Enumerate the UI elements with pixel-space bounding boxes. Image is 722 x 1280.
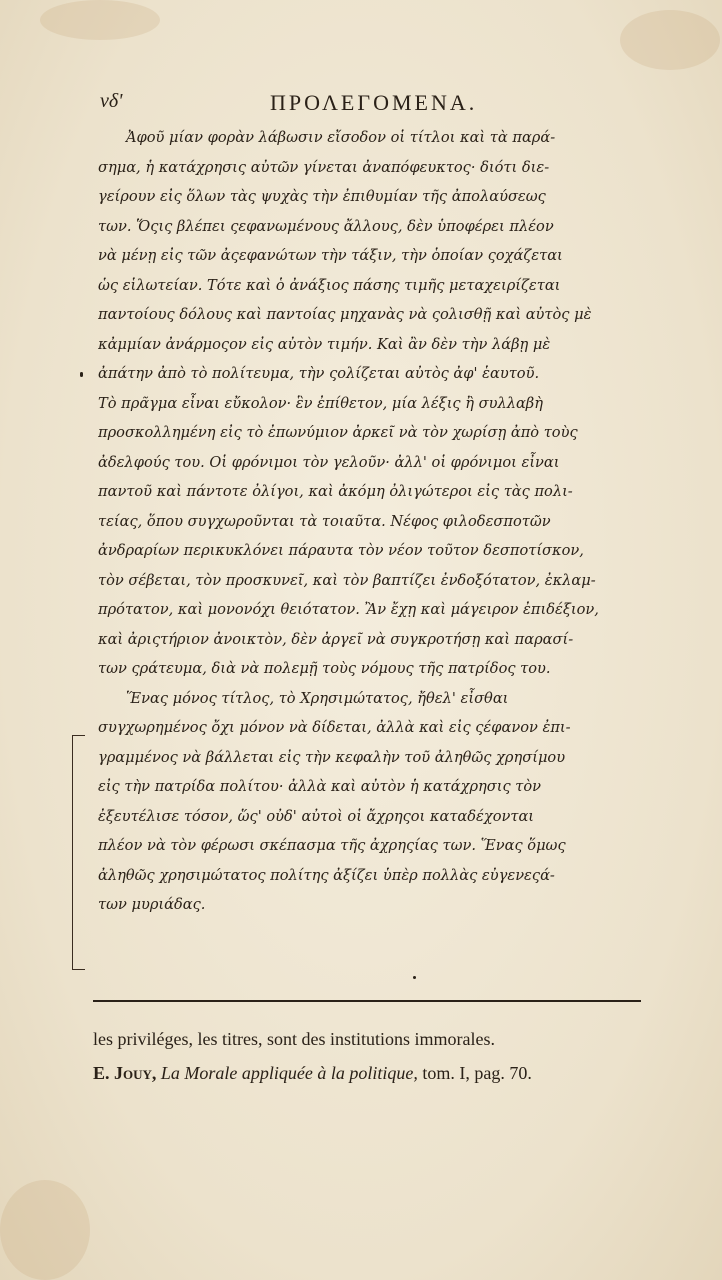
text-line: νὰ μένῃ εἰς τῶν ἀςεφανώτων τὴν τάξιν, τὴν ὁποίαν ςοχάζεται	[98, 247, 563, 264]
running-title: ΠΡΟΛΕΓΟΜΕΝΑ.	[270, 90, 478, 115]
text-line: παντοῦ καὶ πάντοτε ὀλίγοι, καὶ ἀκόμη ὀλιγώτεροι εἰς τὰς πολι-	[98, 483, 573, 500]
text-line: κἀμμίαν ἀνάρμοςον εἰς αὐτὸν τιμήν. Καὶ ἂν δὲν τὴν λάβῃ μὲ	[98, 335, 551, 353]
text-line: ὡς εἱλωτείαν. Τότε καὶ ὁ ἀνάξιος πάσης τιμῆς μεταχειρίζεται	[98, 276, 561, 294]
paper-stain	[40, 0, 160, 40]
text-line: γείρουν εἰς ὅλων τὰς ψυχὰς τὴν ἐπιθυμίαν τῆς ἀπολαύσεως	[98, 188, 546, 205]
text-line: συγχωρημένος ὄχι μόνον νὰ δίδεται, ἀλλὰ καὶ εἰς ςέφανον ἐπι-	[98, 719, 571, 736]
footnote-rule	[93, 1000, 641, 1002]
page-number: νδ'	[100, 90, 123, 112]
margin-bracket	[72, 735, 85, 970]
text-line: πρότατον, καὶ μονονόχι θειότατον. Ἂν ἔχῃ καὶ μάγειρον ἐπιδέξιον,	[98, 601, 599, 618]
text-line: εἰς τὴν πατρίδα πολίτου· ἀλλὰ καὶ αὐτὸν ἡ κατάχρησις τὸν	[98, 778, 542, 795]
text-line: ἐξευτέλισε τόσον, ὥς' οὐδ' αὐτοὶ οἱ ἄχρηςοι καταδέχονται	[98, 807, 535, 825]
text-line: των ςράτευμα, διὰ νὰ πολεμῇ τοὺς νόμους τῆς πατρίδος του.	[98, 660, 551, 677]
text-line: ἀληθῶς χρησιμώτατος πολίτης ἀξίζει ὑπὲρ πολλὰς εὐγενεςά-	[98, 866, 555, 884]
text-line: τὸν σέβεται, τὸν προσκυνεῖ, καὶ τὸν βαπτίζει ἐνδοξότατον, ἐκλαμ-	[98, 571, 596, 589]
text-line: Τὸ πρᾶγμα εἶναι εὔκολον· ἓν ἐπίθετον, μία λέξις ἢ συλλαβὴ	[98, 394, 543, 412]
text-line: των. Ὅςις βλέπει ςεφανωμένους ἄλλους, δὲν ὑποφέρει πλέον	[98, 217, 554, 235]
footnote-reference: tom. I, pag. 70.	[422, 1063, 532, 1083]
footnote-author: E. Jouy,	[93, 1063, 157, 1083]
text-line: ἀνδραρίων περικυκλόνει πάραυτα τὸν νέον τοῦτον δεσποτίσκον,	[98, 542, 584, 559]
page-header	[100, 90, 652, 120]
text-line: γραμμένος νὰ βάλλεται εἰς τὴν κεφαλὴν τοῦ ἀληθῶς χρησίμου	[98, 748, 566, 766]
margin-mark	[80, 372, 83, 377]
paper-stain	[0, 1180, 90, 1280]
footnote-citation	[93, 1056, 653, 1090]
text-line: προσκολλημένη εἰς τὸ ἐπωνύμιον ἀρκεῖ νὰ τὸν χωρίσῃ ἀπὸ τοὺς	[98, 424, 578, 441]
text-line: των μυριάδας.	[98, 896, 206, 913]
text-line: σημα, ἡ κατάχρησις αὐτῶν γίνεται ἀναπόφευκτος· διότι διε-	[98, 158, 550, 176]
printer-dot	[413, 976, 416, 979]
footnote-line: les priviléges, les titres, sont des institutions immorales.	[93, 1029, 495, 1049]
footnote	[93, 1022, 653, 1090]
text-line: παντοίους δόλους καὶ παντοίας μηχανὰς νὰ ςολισθῇ καὶ αὐτὸς μὲ	[98, 306, 592, 323]
main-text	[98, 123, 654, 920]
text-line: ἀδελφούς του. Οἱ φρόνιμοι τὸν γελοῦν· ἀλλ' οἱ φρόνιμοι εἶναι	[98, 453, 560, 471]
text-line: Ἕνας μόνος τίτλος, τὸ Χρησιμώτατος, ἤθελ' εἶσθαι	[126, 689, 509, 707]
footnote-work-title: La Morale appliquée à la politique,	[160, 1063, 418, 1083]
text-line: ἀπάτην ἀπὸ τὸ πολίτευμα, τὴν ςολίζεται αὐτὸς ἀφ' ἑαυτοῦ.	[98, 365, 540, 382]
paper-stain	[620, 10, 720, 70]
text-line: πλέον νὰ τὸν φέρωσι σκέπασμα τῆς ἀχρηςίας των. Ἕνας ὅμως	[98, 837, 566, 854]
text-line: καὶ ἀριςτήριον ἀνοικτὸν, δὲν ἀργεῖ νὰ συγκροτήσῃ καὶ παρασί-	[98, 630, 574, 648]
text-line: Ἀφοῦ μίαν φορὰν λάβωσιν εἴσοδον οἱ τίτλοι καὶ τὰ παρά-	[126, 129, 556, 146]
text-line: τείας, ὅπου συγχωροῦνται τὰ τοιαῦτα. Νέφος φιλοδεσποτῶν	[98, 512, 551, 530]
